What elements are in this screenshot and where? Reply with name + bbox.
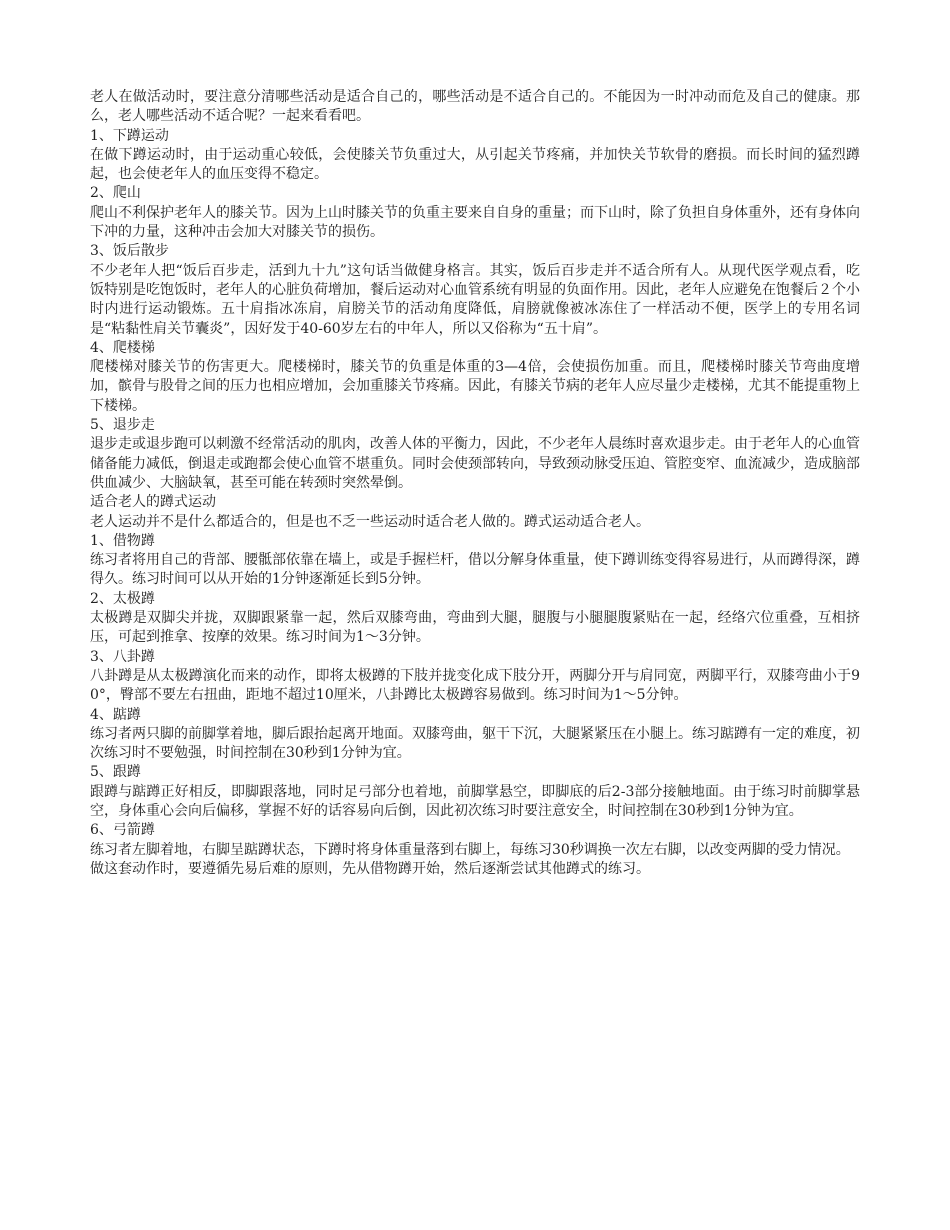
- heading-walking-backward: 5、退步走: [90, 417, 155, 434]
- paragraph-walking-backward: 退步走或退步跑可以刺激不经常活动的肌肉，改善人体的平衡力，因此，不少老年人晨练时喜欢退步走。由于老年人的心血管储备能力减低，倒退走或跑都会使心血管不堪重负。同时会使颈部转向，导致颈动脉受压迫、管腔变窄、血流减少，造成脑部供血减少、大脑缺氧，甚至可能在转颈时突然晕倒。: [90, 436, 860, 491]
- heading-heel-squat: 5、跟蹲: [90, 764, 141, 781]
- heading-mountain-climbing: 2、爬山: [90, 185, 141, 202]
- heading-stair-climbing: 4、爬楼梯: [90, 339, 155, 356]
- paragraph-lunge-squat: 练习者左脚着地，右脚呈踮蹲状态，下蹲时将身体重量落到右脚上，每练习30秒调换一次左右脚，以改变两脚的受力情况。: [90, 841, 850, 858]
- heading-bagua-squat: 3、八卦蹲: [90, 648, 155, 665]
- paragraph-walk-after-meal: 不少老年人把“饭后百步走，活到九十九”这句话当做健身格言。其实，饭后百步走并不适合所有人。从现代医学观点看，吃饭特别是吃饱饭时，老年人的心脏负荷增加，餐后运动对心血管系统有明显的负面作用。因此，老年人应避免在饱餐后２个小时内进行运动锻炼。五十肩指冰冻肩，肩膀关节的活动角度降低，肩膀就像被冰冻住了一样活动不便，医学上的专用名词是“粘黏性肩关节囊炎”，因好发于40-60岁左右的中年人，所以又俗称为“五十肩”。: [90, 262, 860, 337]
- paragraph-mountain-climbing: 爬山不利保护老年人的膝关节。因为上山时膝关节的负重主要来自自身的重量；而下山时，除了负担自身体重外，还有身体向下冲的力量，这种冲击会加大对膝关节的损伤。: [90, 204, 860, 241]
- paragraph-bagua-squat: 八卦蹲是从太极蹲演化而来的动作，即将太极蹲的下肢并拢变化成下肢分开，两脚分开与肩同宽，两脚平行，双膝弯曲小于90°，臀部不要左右扭曲，距地不超过10厘米，八卦蹲比太极蹲容易做到。练习时间为1～5分钟。: [90, 667, 860, 704]
- heading-assisted-squat: 1、借物蹲: [90, 532, 155, 549]
- paragraph-tiptoe-squat: 练习者两只脚的前脚掌着地，脚后跟抬起离开地面。双膝弯曲，躯干下沉，大腿紧紧压在小腿上。练习踮蹲有一定的难度，初次练习时不要勉强，时间控制在30秒到1分钟为宜。: [90, 725, 860, 762]
- heading-lunge-squat: 6、弓箭蹲: [90, 822, 155, 839]
- heading-taiji-squat: 2、太极蹲: [90, 590, 155, 607]
- paragraph-assisted-squat: 练习者将用自己的背部、腰骶部依靠在墙上，或是手握栏杆，借以分解身体重量，使下蹲训练变得容易进行，从而蹲得深，蹲得久。练习时间可以从开始的1分钟逐渐延长到5分钟。: [90, 552, 860, 588]
- closing-paragraph: 做这套动作时，要遵循先易后难的原则，先从借物蹲开始，然后逐渐尝试其他蹲式的练习。: [90, 860, 650, 877]
- paragraph-taiji-squat: 太极蹲是双脚尖并拢，双脚跟紧靠一起，然后双膝弯曲，弯曲到大腿，腿腹与小腿腿腹紧贴在一起，经络穴位重叠，互相挤压，可起到推拿、按摩的效果。练习时间为1～3分钟。: [90, 610, 860, 646]
- article-body: [90, 88, 860, 879]
- paragraph-heel-squat: 跟蹲与踮蹲正好相反，即脚跟落地，同时足弓部分也着地，前脚掌悬空，即脚底的后2-3部分接触地面。由于练习时前脚掌悬空，身体重心会向后偏移，掌握不好的话容易向后倒，因此初次练习时要注意安全，时间控制在30秒到1分钟为宜。: [90, 783, 860, 819]
- section-title-squat-exercises: 适合老人的蹲式运动: [90, 494, 216, 511]
- heading-walk-after-meal: 3、饭后散步: [90, 243, 169, 260]
- intro-paragraph: 老人在做活动时，要注意分清哪些活动是适合自己的，哪些活动是不适合自己的。不能因为一时冲动而危及自己的健康。那么，老人哪些活动不适合呢？一起来看看吧。: [90, 89, 860, 125]
- paragraph-squat-intro: 老人运动并不是什么都适合的，但是也不乏一些运动时适合老人做的。蹲式运动适合老人。: [90, 513, 650, 530]
- heading-tiptoe-squat: 4、踮蹲: [90, 706, 141, 723]
- paragraph-stair-climbing: 爬楼梯对膝关节的伤害更大。爬楼梯时，膝关节的负重是体重的3—4倍，会使损伤加重。而且，爬楼梯时膝关节弯曲度增加，髌骨与股骨之间的压力也相应增加，会加重膝关节疼痛。因此，有膝关节病的老年人应尽量少走楼梯，尤其不能提重物上下楼梯。: [90, 359, 860, 414]
- heading-squat-exercise: 1、下蹲运动: [90, 127, 169, 144]
- paragraph-squat-exercise: 在做下蹲运动时，由于运动重心较低，会使膝关节负重过大，从引起关节疼痛，并加快关节软骨的磨损。而长时间的猛烈蹲起，也会使老年人的血压变得不稳定。: [90, 146, 860, 183]
